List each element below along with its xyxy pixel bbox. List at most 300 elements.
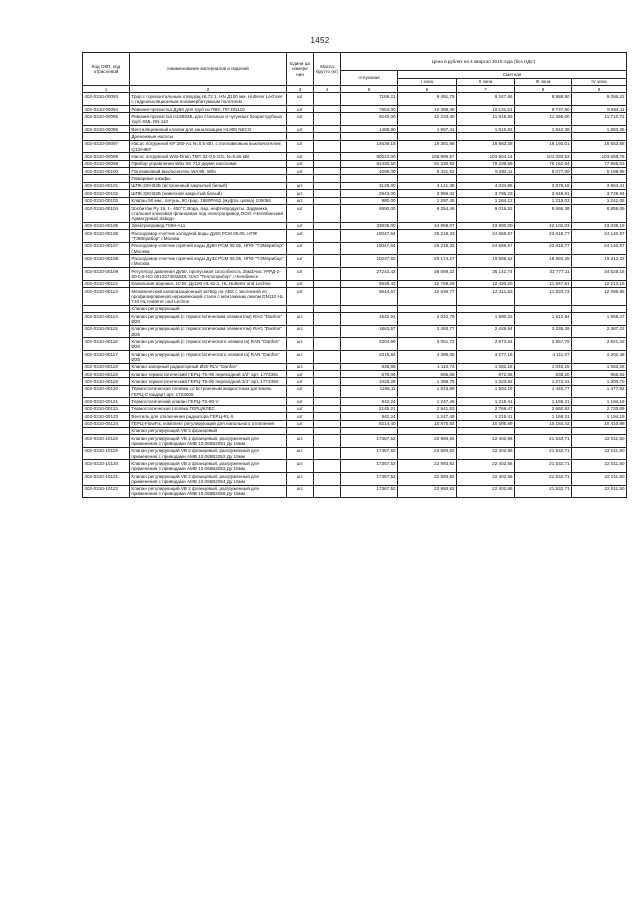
code-cell: 402-0310-00113 (83, 288, 130, 306)
zone-2-price-cell: 1 990,22 (457, 313, 515, 326)
release-price-cell: 9636,43 (341, 280, 398, 287)
release-price-cell: 17367,52 (341, 473, 398, 486)
table-row (83, 435, 627, 448)
name-cell: Клапан запорный радиаторный Ø20 RLV "Danfos" (130, 363, 287, 370)
column-index-cell: 4 (314, 85, 341, 92)
table-row (83, 255, 627, 268)
zone-2-price-cell: 2 973,24 (457, 338, 515, 351)
zone-2-price-cell: 2 768,47 (457, 405, 515, 412)
unit-cell: шт (287, 255, 314, 268)
header-mass: Масса брутто (кг) (314, 53, 341, 86)
code-cell: 402-0310-00112 (83, 280, 130, 287)
mass-cell (314, 190, 341, 197)
release-price-cell: 980,00 (341, 197, 398, 204)
zone-1-price-cell: 895,08 (398, 370, 457, 377)
zone-3-price-cell: 2 660,93 (515, 405, 572, 412)
release-price-cell: 61430,50 (341, 160, 398, 167)
mass-cell (314, 197, 341, 204)
empty-cell (572, 133, 627, 140)
table-row (83, 460, 627, 473)
name-cell: Поплавковый выключатель WA 95, Wilo (130, 168, 287, 175)
mass-cell (314, 113, 341, 126)
zone-4-price-cell: 24 140,87 (572, 230, 627, 243)
mass-cell (314, 205, 341, 223)
unit-cell: шт (287, 420, 314, 427)
unit-cell: шт (287, 405, 314, 412)
zone-2-price-cell: 5 282,11 (457, 168, 515, 175)
zone-3-price-cell: 101 093,53 (515, 153, 572, 160)
table-row (83, 447, 627, 460)
release-price-cell: 1542,91 (341, 313, 398, 326)
header-name: Наименование материалов и изделий (130, 53, 287, 86)
table-row (83, 378, 627, 385)
zone-3-price-cell: 18 150,01 (515, 140, 572, 153)
zone-4-price-cell: 22 011,50 (572, 447, 627, 460)
zone-3-price-cell: 1 445,77 (515, 385, 572, 398)
zone-3-price-cell: 8 888,50 (515, 93, 572, 106)
mass-cell (314, 268, 341, 281)
mass-cell (314, 182, 341, 189)
header-price-title: Цена в рублях на 4 квартал 2015 года (без НДС) (341, 53, 627, 71)
unit-cell: шт. (287, 182, 314, 189)
zone-1-price-cell: 1 543,88 (398, 385, 457, 398)
unit-cell: шт (287, 242, 314, 255)
table-row (83, 153, 627, 160)
unit-cell: шт (287, 125, 314, 132)
zone-4-price-cell: 3 729,94 (572, 190, 627, 197)
zone-2-price-cell: 22 402,66 (457, 447, 515, 460)
code-cell (83, 305, 130, 312)
zone-2-price-cell: 3 796,23 (457, 190, 515, 197)
zone-1-price-cell: 20 174,27 (398, 255, 457, 268)
table-row (83, 288, 627, 306)
zone-3-price-cell: 838,20 (515, 370, 572, 377)
release-price-cell: 838,95 (341, 363, 398, 370)
zone-2-price-cell: 1 082,18 (457, 363, 515, 370)
release-price-cell: 33935,00 (341, 222, 398, 229)
table-row (83, 160, 627, 167)
code-cell: 402-0310-00108 (83, 255, 130, 268)
zone-1-price-cell: 36 069,22 (398, 268, 457, 281)
zone-4-price-cell: 12 096,86 (572, 288, 627, 306)
name-cell: Прибор управления Wilo SK 712 двумя насосами (130, 160, 287, 167)
column-index-row (83, 85, 627, 92)
zone-3-price-cell: 21 532,71 (515, 460, 572, 473)
name-cell: Насос погружной KP 250-A1 N=0,5 кВт, с поплавковым выключателем Q12/H90* (130, 140, 287, 153)
release-price-cell: 9240,00 (341, 113, 398, 126)
unit-cell: шт (287, 93, 314, 106)
unit-cell: шт (287, 222, 314, 229)
unit-cell: шт (287, 160, 314, 167)
unit-cell: шт. (287, 313, 314, 326)
zone-3-price-cell: 21 532,71 (515, 447, 572, 460)
zone-1-price-cell: 22 993,82 (398, 485, 457, 498)
unit-cell: шт (287, 378, 314, 385)
unit-cell: шт. (287, 190, 314, 197)
zone-3-price-cell: 11 456,00 (515, 113, 572, 126)
zone-3-price-cell: 2 857,79 (515, 338, 572, 351)
zone-4-price-cell: 34 528,15 (572, 268, 627, 281)
zone-1-price-cell: 12 636,77 (398, 288, 457, 306)
zone-1-price-cell: 81 330,92 (398, 160, 457, 167)
table-row (83, 280, 627, 287)
mass-cell (314, 288, 341, 306)
zone-2-price-cell: 9 016,52 (457, 205, 515, 223)
code-cell: 402-0310-00098 (83, 153, 130, 160)
zone-1-price-cell: 9 254,49 (398, 205, 457, 223)
zone-1-price-cell: 1 110,74 (398, 363, 457, 370)
name-cell: ШПК-320-В2Б (встроенный закрытый белый) (130, 182, 287, 189)
table-row (83, 398, 627, 405)
zone-3-price-cell: 18 892,25 (515, 255, 572, 268)
empty-cell (287, 305, 314, 312)
zone-1-price-cell: 4 141,35 (398, 182, 457, 189)
zone-4-price-cell: 3 964,41 (572, 182, 627, 189)
table-row (83, 197, 627, 204)
release-price-cell: 19047,64 (341, 230, 398, 243)
zone-2-price-cell: 24 569,67 (457, 230, 515, 243)
empty-cell (515, 427, 572, 434)
zone-1-price-cell: 12 758,26 (398, 280, 457, 287)
zone-1-price-cell: 22 993,82 (398, 473, 457, 486)
zone-2-price-cell: 22 402,66 (457, 460, 515, 473)
code-cell: 402-0310-10119 (83, 447, 130, 460)
zone-4-price-cell: 9 086,22 (572, 93, 627, 106)
code-cell: 402-0310-00118 (83, 370, 130, 377)
table-row (83, 105, 627, 112)
name-cell: Зосбит/ак Ру 16, t - 400°С Вода, пар, нефтепродукты. Задвижка стальная клиновая фланцевая под электропривод ООО «Челябинский Арматурный Завод» (130, 205, 287, 223)
code-cell: 402-0310-00121 (83, 398, 130, 405)
unit-cell: шт (287, 153, 314, 160)
code-cell: 402-0310-00109 (83, 268, 130, 281)
empty-cell (314, 133, 341, 140)
zone-4-price-cell: 103 656,75 (572, 153, 627, 160)
release-price-cell: 14639,15 (341, 140, 398, 153)
mass-cell (314, 242, 341, 255)
header-zone-1: I зона (398, 78, 457, 85)
zone-4-price-cell: 1 300,70 (572, 378, 627, 385)
unit-cell: шт. (287, 350, 314, 363)
table-row (83, 325, 627, 338)
unit-cell: шт (287, 168, 314, 175)
code-cell: 402-0310-00122 (83, 405, 130, 412)
code-cell: 402-0310-00119 (83, 378, 130, 385)
zone-4-price-cell: 22 011,50 (572, 460, 627, 473)
release-price-cell: 80024,00 (341, 153, 398, 160)
zone-2-price-cell: 12 430,20 (457, 280, 515, 287)
zone-2-price-cell: 19 655,52 (457, 255, 515, 268)
code-cell: 402-0310-00095 (83, 113, 130, 126)
zone-4-price-cell: 2 921,33 (572, 338, 627, 351)
release-price-cell: 17367,52 (341, 435, 398, 448)
zone-2-price-cell: 1 264,12 (457, 197, 515, 204)
zone-3-price-cell: 1 272,41 (515, 378, 572, 385)
zone-1-price-cell: 44 959,07 (398, 222, 457, 229)
code-cell: 402-0310-00114 (83, 313, 130, 326)
zone-3-price-cell: 1 215,03 (515, 197, 572, 204)
zone-3-price-cell: 23 615,77 (515, 230, 572, 243)
mass-cell (314, 385, 341, 398)
empty-cell (287, 175, 314, 182)
zone-4-price-cell: 1 883,35 (572, 125, 627, 132)
table-row (83, 205, 627, 223)
section-title: Дренажные насосы (130, 133, 287, 140)
zone-4-price-cell: 4 202,48 (572, 350, 627, 363)
code-cell: 402-0310-00106 (83, 230, 130, 243)
name-cell: Механический канализационный затвор на ABS с заслонкой из профилированной нержавеющей стали с монтажным люком DN110 HL 710 HL Hutterer und Lechne (130, 288, 287, 306)
zone-2-price-cell: 1 215,41 (457, 413, 515, 420)
page-number: 1452 (310, 36, 330, 45)
section-title: Пожарные шкафы (130, 175, 287, 182)
unit-cell: шт (287, 105, 314, 112)
zone-1-price-cell: 19 381,86 (398, 140, 457, 153)
unit-cell: шт (287, 370, 314, 377)
zone-4-price-cell: 8 859,09 (572, 205, 627, 223)
zone-1-price-cell: 1 247,49 (398, 398, 457, 405)
zone-2-price-cell: 22 402,66 (457, 485, 515, 498)
mass-cell (314, 413, 341, 420)
empty-cell (572, 305, 627, 312)
mass-cell (314, 398, 341, 405)
section-title: Клапан регулирующий VB 2 фланцевый (130, 427, 287, 434)
zone-1-price-cell: 22 993,82 (398, 447, 457, 460)
code-cell: 402-0310-00099 (83, 160, 130, 167)
zone-3-price-cell: 33 777,11 (515, 268, 572, 281)
mass-cell (314, 370, 341, 377)
zone-2-price-cell: 12 311,83 (457, 288, 515, 306)
zone-1-price-cell: 10 875,54 (398, 420, 457, 427)
zone-3-price-cell: 10 184,43 (515, 420, 572, 427)
column-index-cell: 1 (83, 85, 130, 92)
empty-cell (457, 175, 515, 182)
zone-2-price-cell: 22 402,66 (457, 473, 515, 486)
code-cell: 402-0310-00102 (83, 190, 130, 197)
release-price-cell: 17367,52 (341, 460, 398, 473)
name-cell: Клапан термостатический ГЕРЦ-TS-90 переходной 1/2" арт. 1772391 (130, 370, 287, 377)
name-cell: Ревизия-прочистка Ду50 для труб из ПВХ, ПП DN110 (130, 105, 287, 112)
table-row (83, 363, 627, 370)
name-cell: Термостатический клапан ГЕРЦ-TS-90-V (130, 398, 287, 405)
zone-3-price-cell: 4 111,07 (515, 350, 572, 363)
column-index-cell: 2 (130, 85, 287, 92)
release-price-cell: 3128,00 (341, 182, 398, 189)
zone-4-price-cell: 1 194,19 (572, 398, 627, 405)
table-row (83, 230, 627, 243)
zone-4-price-cell: 10 410,88 (572, 420, 627, 427)
zone-4-price-cell: 22 011,50 (572, 435, 627, 448)
mass-cell (314, 313, 341, 326)
section-title: Клапан регулирующий (130, 305, 287, 312)
release-price-cell: 942,24 (341, 413, 398, 420)
code-cell (83, 133, 130, 140)
unit-cell: шт. (287, 338, 314, 351)
zone-2-price-cell: 22 402,66 (457, 435, 515, 448)
column-index-cell: 9 (572, 85, 627, 92)
code-cell (83, 427, 130, 434)
zone-1-price-cell: 1 297,45 (398, 197, 457, 204)
mass-cell (314, 338, 341, 351)
release-price-cell: 2146,21 (341, 405, 398, 412)
zone-4-price-cell: 43 038,18 (572, 222, 627, 229)
unit-cell: шт (287, 230, 314, 243)
unit-cell: шт (287, 113, 314, 126)
zone-4-price-cell: 77 856,03 (572, 160, 627, 167)
zone-4-price-cell: 1 477,92 (572, 385, 627, 398)
zone-2-price-cell: 1 916,82 (457, 125, 515, 132)
empty-cell (515, 305, 572, 312)
unit-cell: шт (287, 398, 314, 405)
unit-cell: шт. (287, 197, 314, 204)
zone-4-price-cell: 856,83 (572, 370, 627, 377)
zone-4-price-cell: 1 242,05 (572, 197, 627, 204)
name-cell: Клапан регулирующий VB 2 фланцевый, разгруженный для применения с приводами AMB 10.066B2054 Ду 15мм (130, 473, 287, 486)
zone-3-price-cell: 42 102,03 (515, 222, 572, 229)
column-index-cell: 6 (398, 85, 457, 92)
unit-cell: шт. (287, 325, 314, 338)
empty-cell (457, 305, 515, 312)
empty-cell (398, 427, 457, 434)
empty-cell (515, 133, 572, 140)
mass-cell (314, 230, 341, 243)
name-cell: Регулятор давления Ду50, пропускная способность 25м3/час УРРД-2-50-0,6-НО 0012573/02838, ОАО "Теплоприбор" г.Челябинск (130, 268, 287, 281)
release-price-cell: 1166,11 (341, 385, 398, 398)
code-cell: 402-0310-00093 (83, 93, 130, 106)
release-price-cell: 7854,00 (341, 105, 398, 112)
zone-3-price-cell: 11 833,73 (515, 288, 572, 306)
name-cell: ГЕРЦ-FlowFix, комплект регулирующий для напольного отопления (130, 420, 287, 427)
zone-3-price-cell: 1 168,21 (515, 413, 572, 420)
header-zone-3: III зона (515, 78, 572, 85)
name-cell: Расходомер-счетчик горячей воды Ду32 РСМ 05.05, НПФ "ТЭМприбор" г.Москва (130, 255, 287, 268)
release-price-cell: 2304,99 (341, 338, 398, 351)
release-price-cell: 19047,64 (341, 242, 398, 255)
table-row (83, 168, 627, 175)
table-row (83, 242, 627, 255)
name-cell: Вентиль для отключения радиатора ГЕРЦ-RL-5 (130, 413, 287, 420)
zone-3-price-cell: 23 615,77 (515, 242, 572, 255)
code-cell: 402-0310-00100 (83, 168, 130, 175)
zone-3-price-cell: 5 077,09 (515, 168, 572, 175)
mass-cell (314, 255, 341, 268)
code-cell: 402-0310-00107 (83, 242, 130, 255)
zone-3-price-cell: 2 335,29 (515, 325, 572, 338)
zone-3-price-cell: 1 040,15 (515, 363, 572, 370)
zone-1-price-cell: 2 841,53 (398, 405, 457, 412)
release-price-cell: 3315,84 (341, 350, 398, 363)
name-cell: Расходомер-счетчик холодной воды Ду50 РСМ 05.05, НПФ "ТЭМприбор" г.Москва (130, 230, 287, 243)
empty-cell (341, 175, 398, 182)
zone-4-price-cell: 11 710,72 (572, 113, 627, 126)
code-cell: 402-0310-10118 (83, 435, 130, 448)
column-index-cell: 8 (515, 85, 572, 92)
zone-1-price-cell: 1 967,41 (398, 125, 457, 132)
zone-1-price-cell: 2 042,75 (398, 313, 457, 326)
table-body (83, 93, 627, 498)
empty-cell (457, 133, 515, 140)
header-zone-4: IV зона (572, 78, 627, 85)
code-cell: 402-0310-00105 (83, 222, 130, 229)
mass-cell (314, 125, 341, 132)
mass-cell (314, 222, 341, 229)
mass-cell (314, 485, 341, 498)
unit-cell: шт (287, 268, 314, 281)
release-price-cell: 6990,00 (341, 205, 398, 223)
zone-1-price-cell: 105 996,57 (398, 153, 457, 160)
name-cell: Клапан регулирующий (с термостатического элемента) RAN "Danfos" Ø20 (130, 338, 287, 351)
mass-cell (314, 378, 341, 385)
name-cell: Клапан регулирующий VB 2 фланцевый, разгруженный для применения с приводами AMB 10.065B2051 Ду 15мм (130, 435, 287, 448)
code-cell: 402-0310-00117 (83, 350, 130, 363)
zone-4-price-cell: 18 553,58 (572, 140, 627, 153)
zone-3-price-cell: 21 532,71 (515, 473, 572, 486)
table-row (83, 385, 627, 398)
column-index-cell: 5 (341, 85, 398, 92)
name-cell: Термостатическая головка ГЕРЦ/КЛЕС (130, 405, 287, 412)
name-cell: Клапан регулирующий (с термостатического элемента) RAN "Danfos" Ø25 (130, 350, 287, 363)
zone-2-price-cell: 1 504,18 (457, 385, 515, 398)
zone-1-price-cell: 10 398,39 (398, 105, 457, 112)
zone-1-price-cell: 3 051,72 (398, 338, 457, 351)
table-header-row (83, 53, 627, 71)
name-cell: Клапан 50 мм., латунь, 90 град. 1860РА62 (муфта, цапка) 105056 (130, 197, 287, 204)
empty-cell (515, 175, 572, 182)
code-cell: 402-0310-00115 (83, 325, 130, 338)
zone-2-price-cell: 2 429,64 (457, 325, 515, 338)
mass-cell (314, 460, 341, 473)
column-index-cell: 3 (287, 85, 314, 92)
code-cell: 402-0310-00120 (83, 385, 130, 398)
name-cell: Насос погружной Wilo-Drain TMT 32-0,5 GG, N=0,55 кВт (130, 153, 287, 160)
zone-2-price-cell: 35 141,74 (457, 268, 515, 281)
mass-cell (314, 420, 341, 427)
zone-4-price-cell: 12 213,16 (572, 280, 627, 287)
header-zone-2: II зона (457, 78, 515, 85)
release-price-cell: 17367,52 (341, 447, 398, 460)
zone-2-price-cell: 10 595,89 (457, 420, 515, 427)
release-price-cell: 9544,67 (341, 288, 398, 306)
section-row (83, 427, 627, 434)
zone-2-price-cell: 103 904,14 (457, 153, 515, 160)
table-row (83, 473, 627, 486)
zone-2-price-cell: 79 239,59 (457, 160, 515, 167)
release-price-cell: 8214,40 (341, 420, 398, 427)
empty-cell (572, 175, 627, 182)
empty-cell (314, 175, 341, 182)
mass-cell (314, 153, 341, 160)
empty-cell (341, 427, 398, 434)
name-cell: Расходомер-счетчик горячей воды Ду50 РСМ 05.05, НПФ "ТЭМприбор" г.Москва (130, 242, 287, 255)
unit-cell: шт. (287, 485, 314, 498)
mass-cell (314, 168, 341, 175)
zone-1-price-cell: 9 491,75 (398, 93, 457, 106)
unit-cell: шт. (287, 447, 314, 460)
code-cell: 402-0310-00096 (83, 125, 130, 132)
zone-4-price-cell: 1 194,19 (572, 413, 627, 420)
name-cell: Клапан регулирующий VB 2 фланцевый, разгруженный для применения с приводами AMB 10.065B2052 Ду 15мм (130, 447, 287, 460)
table-row (83, 125, 627, 132)
mass-cell (314, 350, 341, 363)
code-cell (83, 175, 130, 182)
code-cell: 402-0310-00104 (83, 205, 130, 223)
table-row (83, 182, 627, 189)
code-cell: 402-0310-00116 (83, 338, 130, 351)
zone-2-price-cell: 10 131,01 (457, 105, 515, 112)
unit-cell: шт. (287, 473, 314, 486)
release-price-cell: 942,24 (341, 398, 398, 405)
zone-3-price-cell: 1 168,21 (515, 398, 572, 405)
table-row (83, 338, 627, 351)
zone-2-price-cell: 1 323,82 (457, 378, 515, 385)
